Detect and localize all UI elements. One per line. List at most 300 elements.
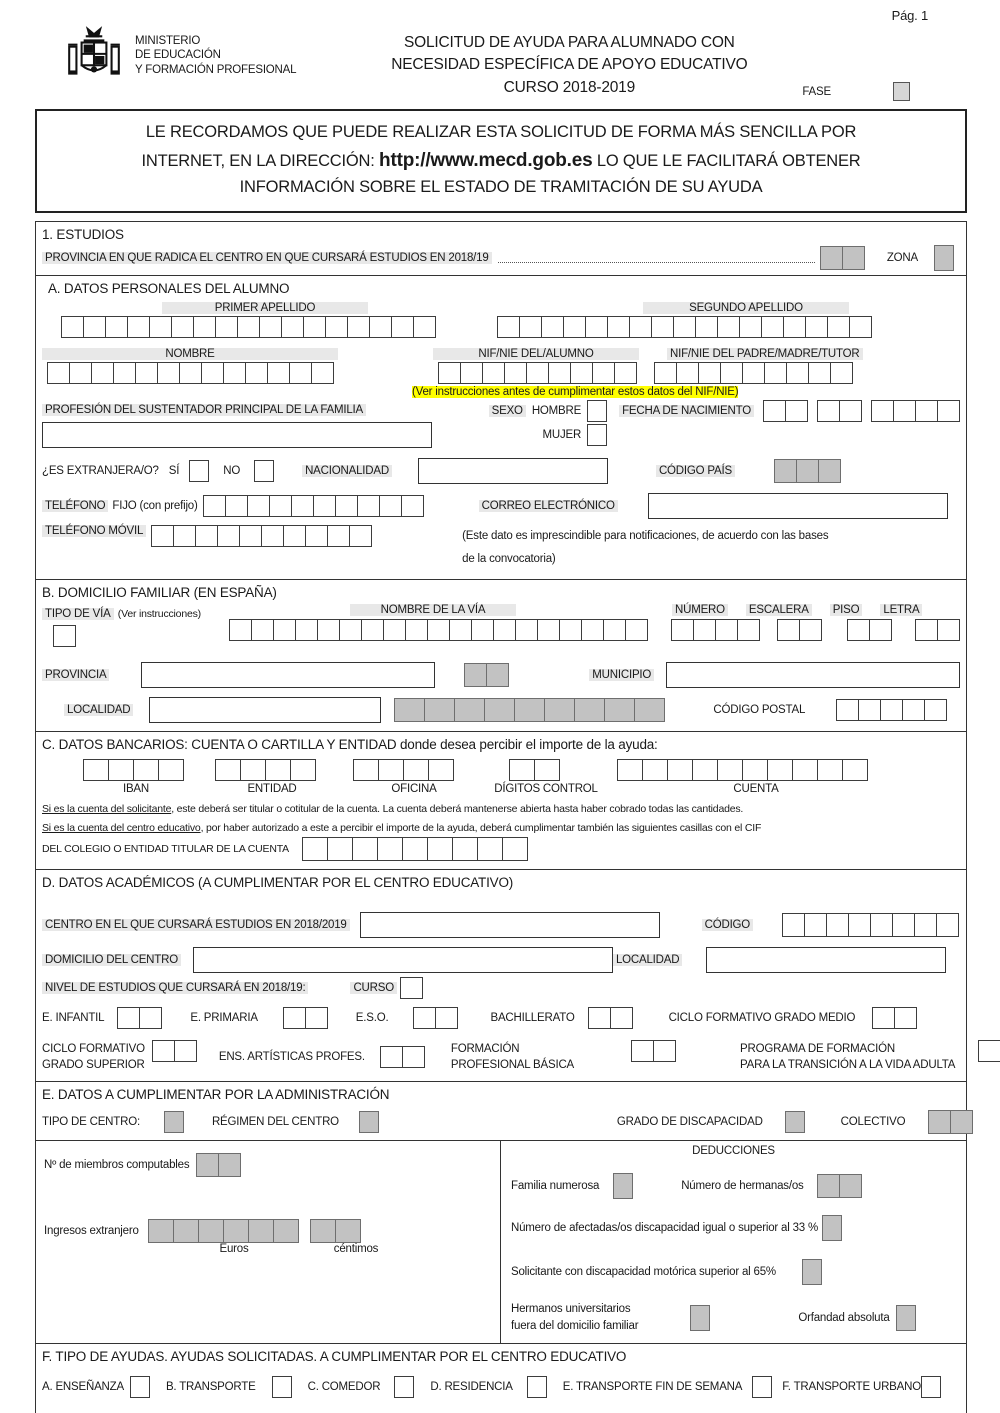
numero-boxes-cell[interactable] (737, 619, 760, 641)
piso-boxes[interactable] (848, 619, 892, 641)
transporte-urbano-checkbox[interactable] (921, 1376, 941, 1398)
cuenta-boxes-cell[interactable] (792, 759, 818, 781)
colectivo-boxes[interactable] (929, 1110, 973, 1134)
comedor-checkbox[interactable] (394, 1376, 414, 1398)
fecha-dia-boxes[interactable] (764, 400, 808, 422)
fecha-dia-boxes-cell[interactable] (785, 400, 808, 422)
provincia-codigo-boxes[interactable] (465, 663, 509, 687)
segundo-apellido-boxes-cell[interactable] (607, 316, 630, 338)
localidad-codigo-boxes-cell[interactable] (484, 698, 515, 722)
nif-alumno-boxes-cell[interactable] (526, 362, 549, 384)
telefono-movil-boxes-cell[interactable] (261, 525, 284, 547)
telefono-fijo-boxes-cell[interactable] (225, 495, 248, 517)
fp-basica-boxes-cell[interactable] (631, 1040, 654, 1062)
primer-apellido-boxes-cell[interactable] (259, 316, 282, 338)
primer-apellido-boxes-cell[interactable] (347, 316, 370, 338)
primaria-boxes-cell[interactable] (305, 1007, 328, 1029)
provincia-input[interactable] (141, 662, 435, 688)
segundo-apellido-boxes[interactable] (498, 316, 872, 338)
primer-apellido-boxes-cell[interactable] (281, 316, 304, 338)
fp-basica-label: FORMACIÓN PROFESIONAL BÁSICA (450, 1042, 575, 1071)
nombre-via-boxes-cell[interactable] (625, 619, 648, 641)
nombre-boxes-cell[interactable] (157, 362, 180, 384)
nombre-via-boxes-cell[interactable] (537, 619, 560, 641)
codigo-centro-boxes-cell[interactable] (892, 913, 915, 937)
tipo-via-box-cell[interactable] (53, 625, 76, 647)
nombre-boxes[interactable] (48, 362, 334, 384)
oficina-boxes-cell[interactable] (403, 759, 429, 781)
fp-basica-boxes[interactable] (632, 1040, 676, 1062)
colectivo-boxes-cell[interactable] (928, 1110, 951, 1134)
nombre-boxes-cell[interactable] (69, 362, 92, 384)
iban-boxes-cell[interactable] (83, 759, 109, 781)
cif-boxes-cell[interactable] (377, 837, 403, 861)
miembros-boxes[interactable] (197, 1153, 241, 1177)
nif-tutor-label: NIF/NIE DEL PADRE/MADRE/TUTOR (667, 348, 863, 360)
section-academicos (36, 869, 966, 1081)
infantil-boxes-cell[interactable] (139, 1007, 162, 1029)
escalera-boxes[interactable] (778, 619, 822, 641)
fecha-anio-boxes-cell[interactable] (871, 400, 894, 422)
codigo-postal-boxes-cell[interactable] (924, 699, 947, 721)
codigo-centro-boxes-cell[interactable] (804, 913, 827, 937)
segundo-apellido-boxes-cell[interactable] (651, 316, 674, 338)
num-hermanas-boxes-cell[interactable] (817, 1174, 840, 1198)
fecha-mes-boxes-cell[interactable] (839, 400, 862, 422)
codigo-postal-boxes-cell[interactable] (902, 699, 925, 721)
orfandad-box[interactable] (896, 1305, 916, 1331)
numero-boxes[interactable] (672, 619, 760, 641)
domicilio-centro-input[interactable] (193, 947, 613, 973)
nombre-boxes-cell[interactable] (47, 362, 70, 384)
bachillerato-boxes[interactable] (589, 1007, 633, 1029)
ens-artisticas-boxes[interactable] (381, 1046, 425, 1068)
tipo-centro-box[interactable] (164, 1111, 184, 1133)
piso-boxes-cell[interactable] (869, 619, 892, 641)
telefono-movil-boxes-cell[interactable] (195, 525, 218, 547)
bachillerato-boxes-cell[interactable] (588, 1007, 611, 1029)
sexo-hombre-checkbox[interactable] (587, 400, 607, 422)
ens-artisticas-boxes-cell[interactable] (402, 1046, 425, 1068)
letra-boxes-cell[interactable] (915, 619, 938, 641)
cuenta-boxes-cell[interactable] (767, 759, 793, 781)
segundo-apellido-boxes-cell[interactable] (805, 316, 828, 338)
codigo-centro-boxes-cell[interactable] (870, 913, 893, 937)
provincia-centro-boxes-cell[interactable] (820, 246, 843, 270)
cuenta-boxes-cell[interactable] (817, 759, 843, 781)
ingresos-centimos-boxes-cell[interactable] (335, 1219, 361, 1243)
fecha-anio-boxes-cell[interactable] (937, 400, 960, 422)
cif-boxes[interactable] (303, 837, 528, 861)
infantil-boxes[interactable] (118, 1007, 162, 1029)
miembros-boxes-cell[interactable] (218, 1153, 241, 1177)
segundo-apellido-boxes-cell[interactable] (761, 316, 784, 338)
extranjera-no-checkbox[interactable] (254, 460, 274, 482)
num-hermanas-boxes[interactable] (818, 1174, 862, 1198)
municipio-input[interactable] (666, 662, 960, 688)
nif-alumno-boxes-cell[interactable] (570, 362, 593, 384)
nombre-via-boxes-cell[interactable] (251, 619, 274, 641)
primer-apellido-boxes[interactable] (62, 316, 436, 338)
nombre-via-boxes-cell[interactable] (273, 619, 296, 641)
zona-box[interactable] (934, 245, 954, 271)
fp-basica-boxes-cell[interactable] (653, 1040, 676, 1062)
iban-boxes[interactable] (84, 759, 184, 781)
iban-boxes-cell[interactable] (108, 759, 134, 781)
segundo-apellido-boxes-cell[interactable] (673, 316, 696, 338)
nombre-boxes-cell[interactable] (245, 362, 268, 384)
numero-boxes-cell[interactable] (671, 619, 694, 641)
primer-apellido-boxes-cell[interactable] (237, 316, 260, 338)
primer-apellido-boxes-cell[interactable] (127, 316, 150, 338)
ingresos-euros-boxes[interactable] (149, 1219, 299, 1243)
cif-boxes-cell[interactable] (327, 837, 353, 861)
cf-medio-boxes[interactable] (873, 1007, 917, 1029)
segundo-apellido-boxes-cell[interactable] (695, 316, 718, 338)
nombre-boxes-cell[interactable] (179, 362, 202, 384)
nombre-via-boxes-cell[interactable] (427, 619, 450, 641)
curso-box[interactable] (401, 977, 423, 999)
nombre-via-boxes-cell[interactable] (515, 619, 538, 641)
primer-apellido-boxes-cell[interactable] (83, 316, 106, 338)
cif-boxes-cell[interactable] (427, 837, 453, 861)
nif-tutor-boxes-cell[interactable] (764, 362, 787, 384)
segundo-apellido-boxes-cell[interactable] (519, 316, 542, 338)
mecd-url[interactable]: http://www.mecd.gob.es (379, 149, 593, 171)
telefono-fijo-boxes-cell[interactable] (401, 495, 424, 517)
cif-boxes-cell[interactable] (502, 837, 528, 861)
segundo-apellido-boxes-cell[interactable] (783, 316, 806, 338)
nombre-via-boxes-cell[interactable] (581, 619, 604, 641)
cuenta-label: CUENTA (733, 782, 779, 795)
codigo-postal-boxes-cell[interactable] (858, 699, 881, 721)
cuenta-boxes-cell[interactable] (642, 759, 668, 781)
fecha-anio-boxes[interactable] (872, 400, 960, 422)
telefono-fijo-boxes[interactable] (204, 495, 424, 517)
segundo-apellido-boxes-cell[interactable] (585, 316, 608, 338)
disc-65-box[interactable] (802, 1259, 822, 1285)
segundo-apellido-boxes-cell[interactable] (629, 316, 652, 338)
ensenanza-checkbox[interactable] (130, 1376, 150, 1398)
nif-tutor-boxes-cell[interactable] (676, 362, 699, 384)
segundo-apellido-boxes-cell[interactable] (717, 316, 740, 338)
centro-input[interactable] (360, 912, 660, 938)
iban-boxes-cell[interactable] (158, 759, 184, 781)
num-hermanas-boxes-cell[interactable] (839, 1174, 862, 1198)
fecha-anio-boxes-cell[interactable] (915, 400, 938, 422)
escalera-boxes-cell[interactable] (777, 619, 800, 641)
cuenta-boxes-cell[interactable] (617, 759, 643, 781)
entidad-boxes-cell[interactable] (290, 759, 316, 781)
ingresos-euros-boxes-cell[interactable] (198, 1219, 224, 1243)
codigo-postal-boxes-cell[interactable] (836, 699, 859, 721)
cuenta-boxes-cell[interactable] (842, 759, 868, 781)
fecha-anio-boxes-cell[interactable] (893, 400, 916, 422)
cf-medio-boxes-cell[interactable] (872, 1007, 895, 1029)
provincia-codigo-boxes-cell[interactable] (464, 663, 487, 687)
residencia-checkbox[interactable] (527, 1376, 547, 1398)
segundo-apellido-boxes-cell[interactable] (739, 316, 762, 338)
digitos-control-boxes-cell[interactable] (534, 759, 560, 781)
colectivo-boxes-cell[interactable] (950, 1110, 973, 1134)
segundo-apellido-boxes-cell[interactable] (497, 316, 520, 338)
telefono-movil-boxes-cell[interactable] (151, 525, 174, 547)
ingresos-centimos-boxes[interactable] (311, 1219, 361, 1243)
ingresos-centimos-boxes-cell[interactable] (310, 1219, 336, 1243)
cif-boxes-cell[interactable] (352, 837, 378, 861)
telefono-fijo-boxes-cell[interactable] (291, 495, 314, 517)
telefono-movil-boxes-cell[interactable] (349, 525, 372, 547)
nombre-boxes-cell[interactable] (113, 362, 136, 384)
cf-medio-boxes-cell[interactable] (894, 1007, 917, 1029)
telefono-fijo-boxes-cell[interactable] (357, 495, 380, 517)
nombre-via-boxes-cell[interactable] (295, 619, 318, 641)
tipo-via-box[interactable] (54, 625, 76, 647)
codigo-pais-boxes-cell[interactable] (796, 459, 819, 483)
codigo-centro-boxes[interactable] (783, 913, 959, 937)
primer-apellido-boxes-cell[interactable] (413, 316, 436, 338)
transporte-checkbox[interactable] (272, 1376, 292, 1398)
nif-alumno-boxes-cell[interactable] (438, 362, 461, 384)
ingresos-euros-boxes-cell[interactable] (273, 1219, 299, 1243)
fecha-dia-boxes-cell[interactable] (763, 400, 786, 422)
primer-apellido-boxes-cell[interactable] (105, 316, 128, 338)
nombre-boxes-cell[interactable] (223, 362, 246, 384)
transicion-boxes[interactable] (979, 1040, 1000, 1062)
ingresos-euros-boxes-cell[interactable] (248, 1219, 274, 1243)
localidad-codigo-boxes-cell[interactable] (514, 698, 545, 722)
codigo-postal-boxes-cell[interactable] (880, 699, 903, 721)
localidad-codigo-boxes[interactable] (395, 698, 665, 722)
extranjera-si-checkbox[interactable] (189, 460, 209, 482)
codigo-centro-boxes-cell[interactable] (848, 913, 871, 937)
ingresos-euros-boxes-cell[interactable] (223, 1219, 249, 1243)
telefono-fijo-boxes-cell[interactable] (379, 495, 402, 517)
cif-boxes-cell[interactable] (477, 837, 503, 861)
profesion-input[interactable] (42, 422, 432, 448)
nombre-boxes-cell[interactable] (289, 362, 312, 384)
codigo-pais-boxes-cell[interactable] (818, 459, 841, 483)
codigo-pais-boxes[interactable] (775, 459, 841, 483)
nombre-via-boxes-cell[interactable] (471, 619, 494, 641)
cuenta-boxes-cell[interactable] (692, 759, 718, 781)
nif-alumno-boxes-cell[interactable] (548, 362, 571, 384)
segundo-apellido-boxes-cell[interactable] (849, 316, 872, 338)
localidad-codigo-boxes-cell[interactable] (454, 698, 485, 722)
nombre-boxes-cell[interactable] (135, 362, 158, 384)
nif-tutor-boxes-cell[interactable] (786, 362, 809, 384)
nif-tutor-boxes-cell[interactable] (830, 362, 853, 384)
digitos-control-boxes[interactable] (510, 759, 560, 781)
telefono-fijo-boxes-cell[interactable] (269, 495, 292, 517)
ingresos-euros-boxes-cell[interactable] (148, 1219, 174, 1243)
disc-33-box[interactable] (822, 1215, 842, 1241)
cuenta-boxes-cell[interactable] (717, 759, 743, 781)
codigo-pais-label: CÓDIGO PAÍS (656, 465, 735, 477)
telefono-movil-boxes[interactable] (152, 525, 372, 547)
telefono-fijo-boxes-cell[interactable] (247, 495, 270, 517)
nombre-via-boxes-cell[interactable] (559, 619, 582, 641)
nombre-via-boxes-cell[interactable] (317, 619, 340, 641)
localidad-centro-input[interactable] (706, 947, 946, 973)
codigo-postal-boxes[interactable] (837, 699, 947, 721)
nombre-via-boxes-cell[interactable] (361, 619, 384, 641)
eso-boxes[interactable] (414, 1007, 458, 1029)
digitos-control-boxes-cell[interactable] (509, 759, 535, 781)
letra-boxes[interactable] (916, 619, 960, 641)
cif-boxes-cell[interactable] (402, 837, 428, 861)
localidad-codigo-boxes-cell[interactable] (574, 698, 605, 722)
telefono-movil-boxes-cell[interactable] (239, 525, 262, 547)
segundo-apellido-boxes-cell[interactable] (827, 316, 850, 338)
primer-apellido-boxes-cell[interactable] (303, 316, 326, 338)
escalera-boxes-cell[interactable] (799, 619, 822, 641)
provincia-codigo-boxes-cell[interactable] (486, 663, 509, 687)
nombre-via-boxes-cell[interactable] (449, 619, 472, 641)
primaria-boxes[interactable] (284, 1007, 328, 1029)
eso-boxes-cell[interactable] (435, 1007, 458, 1029)
localidad-codigo-boxes-cell[interactable] (394, 698, 425, 722)
entidad-boxes-cell[interactable] (240, 759, 266, 781)
primer-apellido-boxes-cell[interactable] (193, 316, 216, 338)
nombre-boxes-cell[interactable] (267, 362, 290, 384)
primaria-boxes-cell[interactable] (283, 1007, 306, 1029)
numero-boxes-cell[interactable] (693, 619, 716, 641)
nif-alumno-boxes-cell[interactable] (460, 362, 483, 384)
nombre-via-boxes-cell[interactable] (493, 619, 516, 641)
piso-boxes-cell[interactable] (847, 619, 870, 641)
grado-discapacidad-box[interactable] (785, 1111, 805, 1133)
entidad-boxes-cell[interactable] (215, 759, 241, 781)
letra-boxes-cell[interactable] (937, 619, 960, 641)
localidad-codigo-boxes-cell[interactable] (544, 698, 575, 722)
infantil-boxes-cell[interactable] (117, 1007, 140, 1029)
primer-apellido-boxes-cell[interactable] (61, 316, 84, 338)
oficina-boxes[interactable] (354, 759, 454, 781)
nif-tutor-boxes[interactable] (655, 362, 853, 384)
codigo-centro-boxes-cell[interactable] (914, 913, 937, 937)
nombre-via-boxes-cell[interactable] (339, 619, 362, 641)
nombre-via-boxes-cell[interactable] (229, 619, 252, 641)
nif-alumno-boxes-cell[interactable] (482, 362, 505, 384)
localidad-codigo-boxes-cell[interactable] (424, 698, 455, 722)
provincia-centro-boxes[interactable] (821, 246, 865, 270)
familia-numerosa-box[interactable] (613, 1173, 633, 1199)
oficina-boxes-cell[interactable] (353, 759, 379, 781)
cif-boxes-cell[interactable] (302, 837, 328, 861)
provincia-centro-boxes-cell[interactable] (842, 246, 865, 270)
nacionalidad-input[interactable] (418, 458, 608, 484)
codigo-centro-boxes-cell[interactable] (826, 913, 849, 937)
transicion-boxes-cell[interactable] (978, 1040, 1000, 1062)
sexo-label: SEXO (489, 405, 526, 417)
cf-superior-boxes[interactable] (153, 1040, 197, 1062)
telefono-movil-boxes-cell[interactable] (305, 525, 328, 547)
telefono-movil-boxes-cell[interactable] (217, 525, 240, 547)
cf-superior-boxes-cell[interactable] (152, 1040, 175, 1062)
nif-tutor-boxes-cell[interactable] (698, 362, 721, 384)
localidad-codigo-boxes-cell[interactable] (634, 698, 665, 722)
section-tipo-ayudas (36, 1343, 966, 1413)
telefono-movil-boxes-cell[interactable] (327, 525, 350, 547)
eso-boxes-cell[interactable] (413, 1007, 436, 1029)
primer-apellido-boxes-cell[interactable] (391, 316, 414, 338)
nif-alumno-boxes-cell[interactable] (614, 362, 637, 384)
segundo-apellido-boxes-cell[interactable] (541, 316, 564, 338)
telefono-movil-boxes-cell[interactable] (173, 525, 196, 547)
segundo-apellido-boxes-cell[interactable] (563, 316, 586, 338)
oficina-boxes-cell[interactable] (428, 759, 454, 781)
telefono-fijo-boxes-cell[interactable] (203, 495, 226, 517)
entidad-boxes[interactable] (216, 759, 316, 781)
telefono-movil-boxes-cell[interactable] (283, 525, 306, 547)
nif-tutor-boxes-cell[interactable] (654, 362, 677, 384)
nombre-via-boxes[interactable] (230, 619, 648, 641)
primer-apellido-boxes-cell[interactable] (149, 316, 172, 338)
primer-apellido-boxes-cell[interactable] (171, 316, 194, 338)
codigo-centro-boxes-cell[interactable] (936, 913, 959, 937)
bachillerato-boxes-cell[interactable] (610, 1007, 633, 1029)
nif-alumno-boxes[interactable] (439, 362, 637, 384)
telefono-fijo-boxes-cell[interactable] (335, 495, 358, 517)
iban-boxes-cell[interactable] (133, 759, 159, 781)
nif-alumno-boxes-cell[interactable] (504, 362, 527, 384)
hermanos-universitarios-box[interactable] (690, 1305, 710, 1331)
primer-apellido-boxes-cell[interactable] (215, 316, 238, 338)
nombre-via-boxes-cell[interactable] (405, 619, 428, 641)
sexo-mujer-checkbox[interactable] (587, 424, 607, 446)
nif-tutor-boxes-cell[interactable] (720, 362, 743, 384)
fecha-mes-boxes-cell[interactable] (817, 400, 840, 422)
section-estudios-title: 1. ESTUDIOS (42, 226, 124, 242)
regimen-box[interactable] (359, 1111, 379, 1133)
nombre-boxes-cell[interactable] (311, 362, 334, 384)
nombre-boxes-cell[interactable] (91, 362, 114, 384)
cif-boxes-cell[interactable] (452, 837, 478, 861)
telefono-fijo-boxes-cell[interactable] (313, 495, 336, 517)
numero-boxes-cell[interactable] (715, 619, 738, 641)
codigo-centro-boxes-cell[interactable] (782, 913, 805, 937)
cuenta-boxes-cell[interactable] (742, 759, 768, 781)
cf-superior-boxes-cell[interactable] (174, 1040, 197, 1062)
codigo-pais-boxes-cell[interactable] (774, 459, 797, 483)
nombre-boxes-cell[interactable] (201, 362, 224, 384)
fase-box[interactable] (893, 82, 910, 101)
nif-alumno-boxes-cell[interactable] (592, 362, 615, 384)
primer-apellido-boxes-cell[interactable] (325, 316, 348, 338)
nif-tutor-boxes-cell[interactable] (742, 362, 765, 384)
section-e-title: E. DATOS A CUMPLIMENTAR POR LA ADMINISTRACIÓN (42, 1086, 390, 1102)
ens-artisticas-boxes-cell[interactable] (380, 1046, 403, 1068)
spain-coat-of-arms-icon (63, 26, 125, 88)
nif-tutor-boxes-cell[interactable] (808, 362, 831, 384)
ingresos-euros-boxes-cell[interactable] (173, 1219, 199, 1243)
localidad-input[interactable] (149, 697, 381, 723)
oficina-boxes-cell[interactable] (378, 759, 404, 781)
miembros-boxes-cell[interactable] (196, 1153, 219, 1177)
fecha-mes-boxes[interactable] (818, 400, 862, 422)
transporte-finde-checkbox[interactable] (752, 1376, 772, 1398)
primer-apellido-boxes-cell[interactable] (369, 316, 392, 338)
curso-box-cell[interactable] (400, 977, 423, 999)
nombre-via-boxes-cell[interactable] (383, 619, 406, 641)
cuenta-boxes-cell[interactable] (667, 759, 693, 781)
entidad-boxes-cell[interactable] (265, 759, 291, 781)
nombre-via-boxes-cell[interactable] (603, 619, 626, 641)
correo-input[interactable] (648, 493, 948, 519)
cuenta-boxes[interactable] (618, 759, 868, 781)
localidad-codigo-boxes-cell[interactable] (604, 698, 635, 722)
